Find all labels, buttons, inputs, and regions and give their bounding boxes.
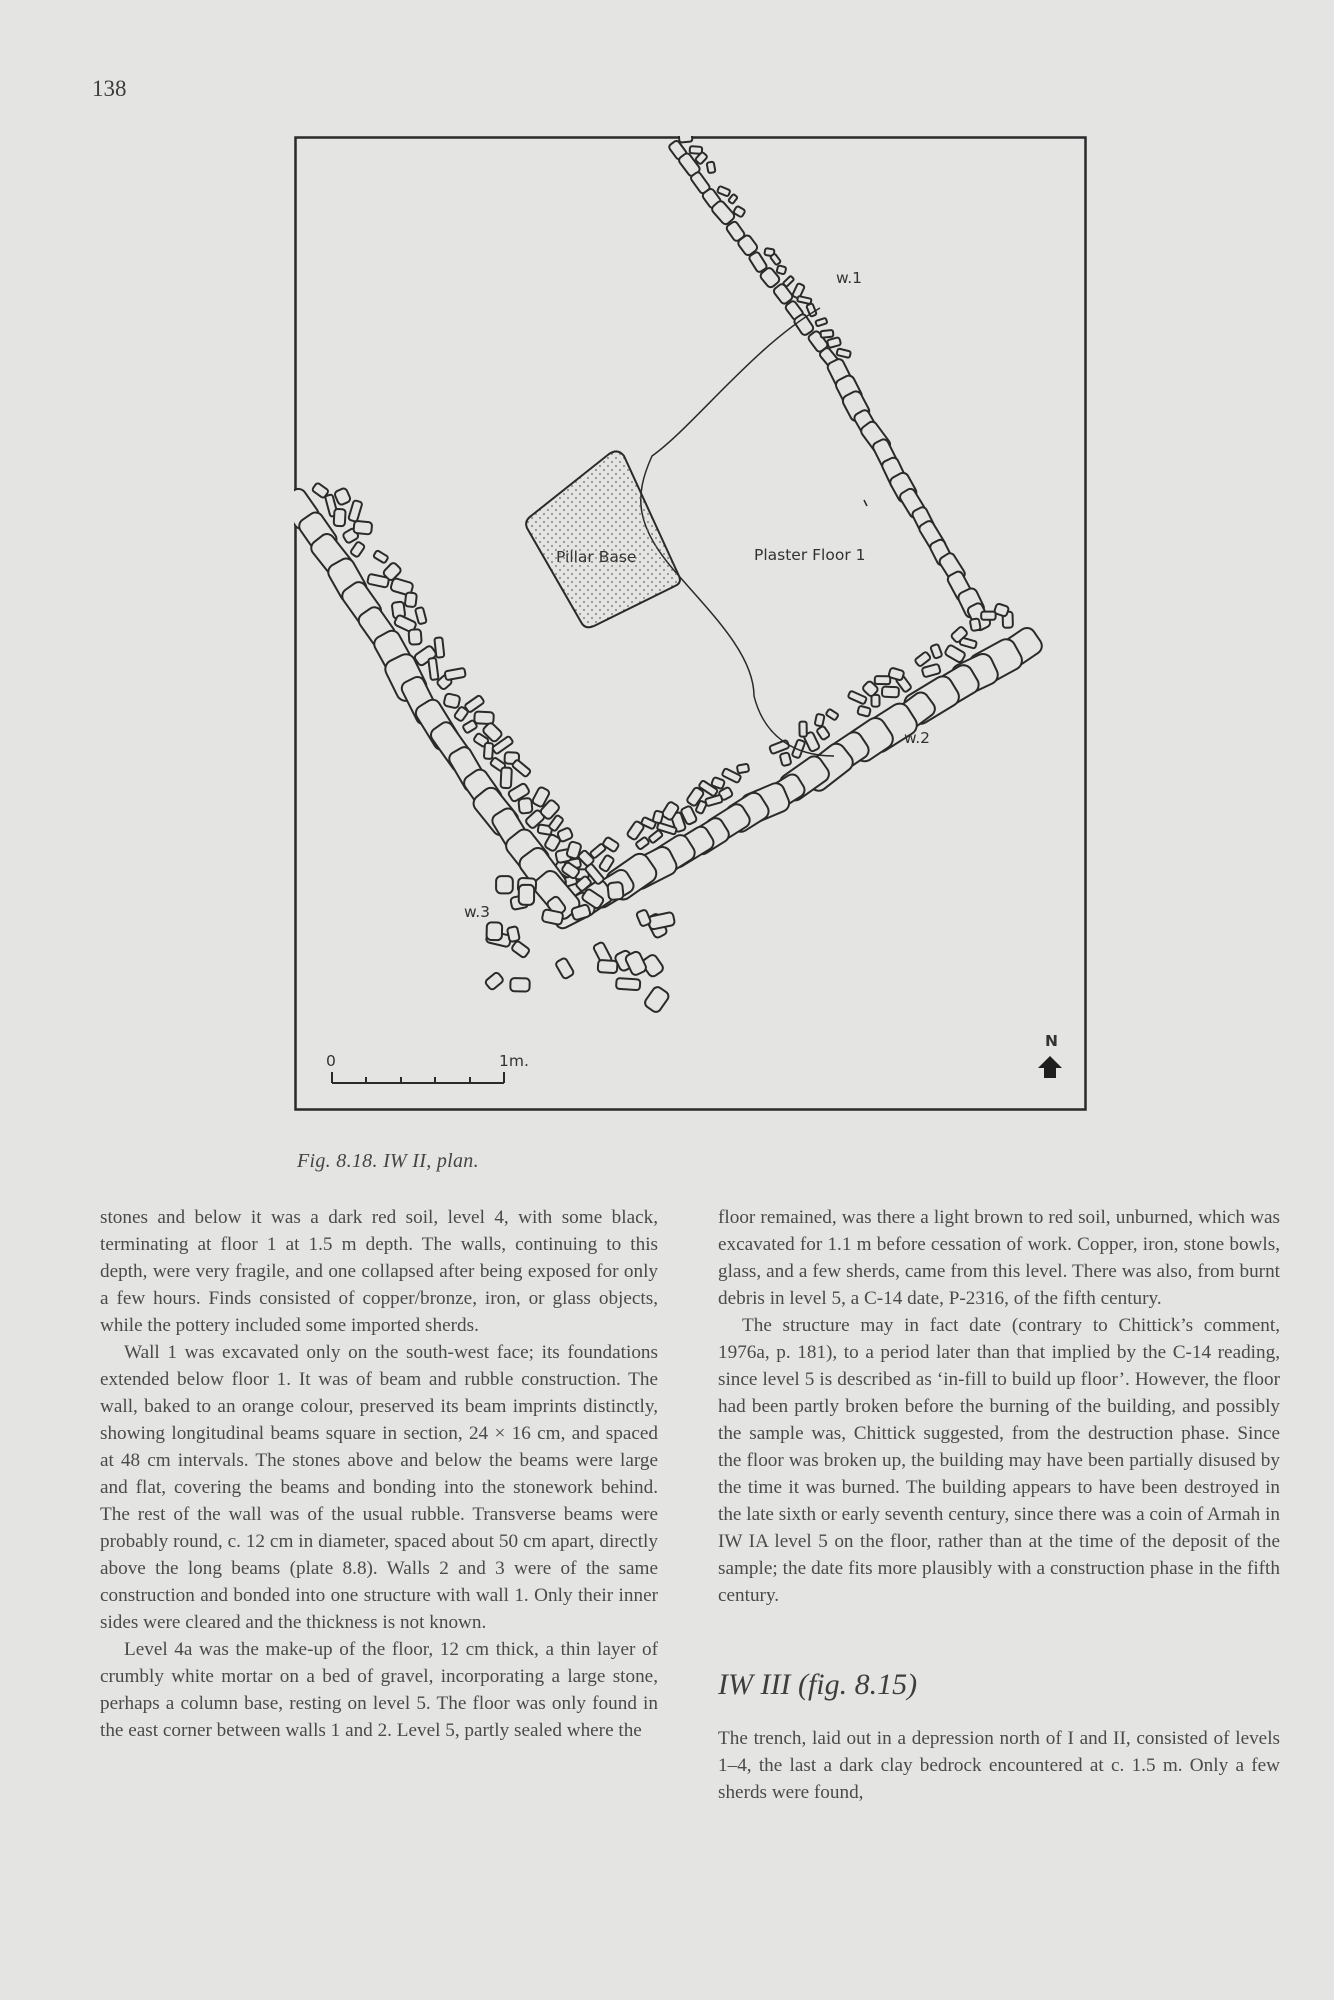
paragraph: The structure may in fact date (contrary to Chittick’s comment, 1976a, p. 181), to a period later than that implied by the C-14 reading, since level 5 is described as ‘in-fill to build up floor’. However, the floor had been partly broken before the burning of the building, and possibly the sample was, Chittick suggested, from the destruction phase. Since the floor was broken up, the building may have been partially disused by the time it was burned. The building appears to have been destroyed in the late sixth or early seventh century, since there was a coin of Armah in IW IA level 5 on the floor, rather than at the time of the deposit of the sample; the date fits more plausibly with a construction phase in the fifth century. <box>718 1315 1280 1606</box>
wall-stone <box>848 691 867 705</box>
wall-stone <box>486 922 502 940</box>
wall-stone <box>717 186 731 197</box>
wall-stone <box>827 337 841 348</box>
figure-caption: Fig. 8.18. IW II, plan. <box>297 1150 479 1172</box>
wall-stone <box>636 909 651 927</box>
wall-stone <box>557 827 573 842</box>
wall-stone <box>815 714 825 727</box>
wall-stone <box>443 693 460 708</box>
wall-stone <box>882 687 899 698</box>
paragraph: stones and below it was a dark red soil, level 4, with some black, terminating at floor 1 at 1.5 m depth. The walls, continuing to this depth, were very fragile, and one collapsed after being exposed for only a few hours. Finds consisted of copper/bronze, iron, or glass objects, while the pottery included some imported sherds. <box>100 1207 658 1336</box>
wall-stone <box>607 882 623 900</box>
wall-stone <box>857 706 871 717</box>
wall-stone <box>599 855 615 873</box>
paragraph: Level 4a was the make-up of the floor, 12 cm thick, a thin layer of crumbly white mortar on a bed of gravel, incorporating a large stone, perhaps a column base, resting on level 5. The floor was only found in the east corner between walls 1 and 2. Level 5, partly sealed where the <box>100 1639 658 1741</box>
wall-stone <box>944 644 966 663</box>
wall-stone <box>511 940 530 958</box>
wall-stone <box>648 912 675 930</box>
wall-stone <box>428 658 438 680</box>
wall-stone <box>780 752 792 766</box>
section-heading: IW III (fig. 8.15) <box>718 1668 918 1701</box>
text-column-left <box>100 1204 658 1744</box>
wall-stone <box>445 668 466 680</box>
wall-1-label: w.1 <box>836 269 863 287</box>
wall-stone <box>598 960 618 973</box>
pillar-base-label: Pillar Base <box>556 548 637 566</box>
wall-stone <box>875 676 890 684</box>
wall-stone <box>816 726 830 741</box>
wall-stone <box>350 541 365 557</box>
plaster-floor-outline <box>641 308 834 756</box>
pillar-base <box>526 451 680 627</box>
paragraph: The trench, laid out in a depression north of I and II, consisted of levels 1–4, the last a dark clay bedrock encountered at c. 1.5 m. Only a few sherds were found, <box>718 1728 1280 1803</box>
paragraph: Wall 1 was excavated only on the south-west face; its foundations extended below floor 1. It was of beam and rubble construction. The wall, baked to an orange colour, preserved its beam imprints distinctly, showing longitudinal beams square in section, 24 × 16 cm, and spaced at 48 cm intervals. The stones above and below the beams were large and flat, covering the beams and bonding into the stonework behind. The rest of the wall was of the usual rubble. Transverse beams were probably round, c. 12 cm in diameter, spaced about 50 cm apart, directly above the long beams (plate 8.8). Walls 2 and 3 were of the same construction and bonded into one structure with wall 1. Only their inner sides were cleared and the thickness is not known. <box>100 1342 658 1633</box>
wall-stone <box>970 618 981 631</box>
wall-stone <box>643 985 670 1014</box>
wall-stone <box>820 330 833 338</box>
wall-stone <box>510 978 529 992</box>
figure-plan <box>294 136 1088 1113</box>
wall-stone <box>648 830 663 844</box>
wall-stone <box>792 739 806 758</box>
wall-stone <box>353 521 372 535</box>
wall-stone <box>464 695 484 713</box>
wall-stone <box>405 592 417 607</box>
wall-stone <box>799 722 806 737</box>
paragraph: floor remained, was there a light brown to red soil, unburned, which was excavated for 1.1 m before cessation of work. Copper, iron, stone bowls, glass, and a few sherds, came from this level. There was also, from burnt debris in level 5, a C-14 date, P-2316, of the fifth century. <box>718 1207 1280 1309</box>
wall-stone <box>797 296 812 304</box>
wall-stone <box>408 629 421 645</box>
wall-stone <box>512 759 531 777</box>
scale-end-label: 1m. <box>499 1052 529 1070</box>
wall-stone <box>415 607 427 624</box>
wall-stone <box>914 651 931 667</box>
wall-stone <box>334 509 346 526</box>
north-arrow-label: N <box>1045 1032 1058 1050</box>
wall-2-label: w.2 <box>904 729 931 747</box>
wall-stone <box>826 709 839 721</box>
wall-stone <box>484 972 504 991</box>
wall-stone <box>518 798 532 814</box>
wall-stone <box>334 487 352 505</box>
wall-stone <box>836 348 851 358</box>
wall-stone <box>922 664 941 678</box>
wall-stone <box>679 136 693 143</box>
wall-stone <box>930 644 942 659</box>
wall-stone <box>707 162 716 174</box>
wall-stone <box>815 318 827 327</box>
text-column-right <box>718 1204 1280 1806</box>
wall-stone <box>776 265 786 274</box>
wall-stone <box>783 276 794 287</box>
wall-stone <box>373 550 388 563</box>
plaster-floor-label: Plaster Floor 1 <box>754 546 866 564</box>
scale-bar <box>332 1072 504 1083</box>
wall-stone <box>501 767 512 788</box>
wall-stone <box>616 978 640 990</box>
scale-start-label: 0 <box>326 1052 336 1070</box>
wall-stone <box>555 957 575 979</box>
wall-stone <box>981 612 995 620</box>
north-arrow-icon <box>1038 1056 1062 1078</box>
wall-stone <box>348 500 362 522</box>
wall-stone <box>507 926 520 942</box>
wall-stone <box>626 820 644 840</box>
wall-stone <box>496 876 513 893</box>
wall-stone <box>434 637 444 658</box>
page-number: 138 <box>92 76 127 101</box>
wall-stone <box>484 743 493 759</box>
wall-stone <box>519 885 535 905</box>
wall-stone <box>542 909 564 925</box>
wall-stone <box>624 950 647 976</box>
wall-stone <box>737 764 749 774</box>
wall-stone <box>728 194 738 204</box>
wall-stone <box>770 253 781 265</box>
wall-3-label: w.3 <box>464 903 491 921</box>
